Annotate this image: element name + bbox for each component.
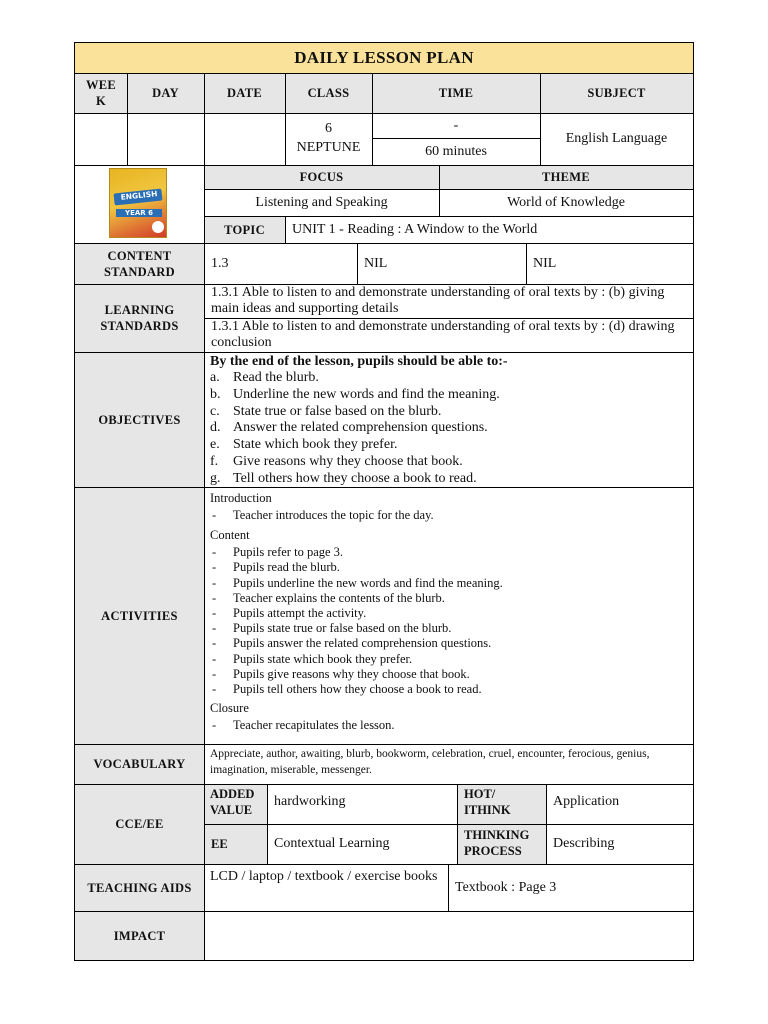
closure-heading: Closure bbox=[210, 701, 249, 716]
objective-marker: c. bbox=[210, 403, 220, 419]
objective-marker: g. bbox=[210, 470, 221, 486]
objective-text: Answer the related comprehension questions. bbox=[233, 420, 488, 436]
objectives-content bbox=[204, 353, 693, 487]
teaching-aids-reference: Textbook : Page 3 bbox=[455, 879, 557, 895]
header-time: TIME bbox=[438, 86, 474, 100]
content-heading: Content bbox=[210, 528, 250, 543]
ee-label: EE bbox=[211, 836, 228, 851]
cover-subtitle: YEAR 6 bbox=[116, 209, 162, 217]
page-title: DAILY LESSON PLAN bbox=[294, 48, 474, 67]
activities-content bbox=[204, 489, 693, 744]
content-item: - Pupils refer to page 3. bbox=[210, 545, 687, 560]
learning-standard-2: 1.3.1 Able to listen to and demonstrate understanding of oral texts by : (d) drawing conclusion bbox=[211, 319, 675, 350]
hot-value: Application bbox=[553, 794, 620, 809]
header-week: WEE K bbox=[85, 78, 117, 108]
header-class: CLASS bbox=[307, 86, 350, 100]
teaching-aids-label: TEACHING AIDS bbox=[87, 880, 192, 895]
subject-value[interactable]: English Language bbox=[565, 131, 668, 146]
objective-item bbox=[210, 387, 687, 404]
objective-item bbox=[210, 404, 687, 421]
objective-text: State true or false based on the blurb. bbox=[233, 403, 442, 419]
cce-label: CCE/EE bbox=[115, 817, 164, 831]
objectives-intro: By the end of the lesson, pupils should be able to:- bbox=[210, 354, 508, 369]
content-item: - Pupils read the blurb. bbox=[210, 560, 687, 575]
thinking-value: Describing bbox=[553, 836, 615, 851]
content-standard-code: 1.3 bbox=[211, 255, 229, 271]
learning-standards-label: LEARNING STANDARDS bbox=[100, 303, 179, 333]
introduction-list bbox=[210, 508, 687, 523]
content-item: - Pupils underline the new words and find the meaning. bbox=[210, 576, 687, 591]
objective-text: Underline the new words and find the meaning. bbox=[233, 386, 500, 402]
day-value[interactable] bbox=[127, 113, 204, 165]
objectives-label: OBJECTIVES bbox=[98, 412, 181, 427]
class-number: 6 bbox=[325, 121, 332, 136]
header-date: DATE bbox=[226, 86, 262, 100]
objective-text: Tell others how they choose a book to read. bbox=[233, 470, 477, 486]
time-slot[interactable]: - bbox=[453, 117, 459, 133]
content-standard-second: NIL bbox=[364, 255, 388, 271]
ee-value: Contextual Learning bbox=[274, 836, 390, 851]
topic-value: UNIT 1 - Reading : A Window to the World bbox=[292, 221, 538, 237]
cover-title: ENGLISH bbox=[120, 189, 158, 202]
content-list bbox=[210, 545, 687, 697]
duration[interactable]: 60 minutes bbox=[425, 143, 487, 159]
content-item: - Pupils state true or false based on the blurb. bbox=[210, 621, 687, 636]
content-item: - Pupils give reasons why they choose that book. bbox=[210, 667, 687, 682]
week-value[interactable] bbox=[75, 113, 127, 165]
objective-marker: d. bbox=[210, 420, 221, 436]
vocabulary-label: VOCABULARY bbox=[93, 757, 186, 771]
content-item: - Pupils state which book they prefer. bbox=[210, 652, 687, 667]
impact-label: IMPACT bbox=[113, 928, 166, 943]
added-value-label: ADDED VALUE bbox=[210, 787, 255, 817]
introduction-item: - Teacher introduces the topic for the day. bbox=[210, 508, 687, 523]
content-item: - Pupils tell others how they choose a book to read. bbox=[210, 682, 687, 697]
content-item: - Teacher explains the contents of the blurb. bbox=[210, 591, 687, 606]
objective-marker: b. bbox=[210, 386, 221, 402]
hot-label: HOT/ ITHINK bbox=[464, 787, 511, 817]
content-item: - Pupils answer the related comprehension questions. bbox=[210, 636, 687, 651]
theme-value: World of Knowledge bbox=[507, 194, 625, 210]
content-standard-label: CONTENT STANDARD bbox=[104, 248, 175, 279]
added-value: hardworking bbox=[274, 794, 346, 809]
focus-value: Listening and Speaking bbox=[255, 194, 388, 210]
thinking-label: THINKING PROCESS bbox=[464, 828, 530, 858]
learning-standard-1: 1.3.1 Able to listen to and demonstrate understanding of oral texts by : (b) giving main ideas and supporting details bbox=[211, 285, 665, 316]
objective-item bbox=[210, 454, 687, 471]
content-standard-third: NIL bbox=[533, 255, 557, 271]
textbook-cover-image bbox=[109, 168, 167, 238]
impact-value[interactable] bbox=[204, 911, 693, 960]
objective-item bbox=[210, 437, 687, 454]
theme-label: THEME bbox=[541, 170, 591, 184]
vocabulary-text: Appreciate, author, awaiting, blurb, bookworm, celebration, cruel, encounter, ferocious, genius, imagination, miserable, messenger. bbox=[210, 748, 650, 776]
class-name: NEPTUNE bbox=[296, 140, 361, 155]
class-value bbox=[285, 113, 372, 165]
header-day: DAY bbox=[152, 86, 179, 100]
closure-list bbox=[210, 718, 687, 733]
objective-text: Read the blurb. bbox=[233, 370, 319, 385]
objective-text: State which book they prefer. bbox=[233, 437, 398, 453]
objective-item bbox=[210, 420, 687, 437]
objective-marker: a. bbox=[210, 370, 220, 385]
closure-item: - Teacher recapitulates the lesson. bbox=[210, 718, 687, 733]
content-item: - Pupils attempt the activity. bbox=[210, 606, 687, 621]
focus-label: FOCUS bbox=[299, 170, 344, 184]
objective-item bbox=[210, 471, 687, 488]
date-value[interactable] bbox=[204, 113, 285, 165]
header-subject: SUBJECT bbox=[587, 86, 646, 100]
teaching-aids-value: LCD / laptop / textbook / exercise books bbox=[210, 869, 438, 884]
activities-label: ACTIVITIES bbox=[101, 608, 178, 623]
introduction-heading: Introduction bbox=[210, 491, 272, 505]
objective-text: Give reasons why they choose that book. bbox=[233, 453, 463, 469]
objective-item bbox=[210, 370, 687, 387]
objective-marker: e. bbox=[210, 437, 220, 453]
objective-marker: f. bbox=[210, 453, 219, 469]
topic-label: TOPIC bbox=[224, 222, 265, 237]
objectives-list bbox=[210, 370, 687, 488]
